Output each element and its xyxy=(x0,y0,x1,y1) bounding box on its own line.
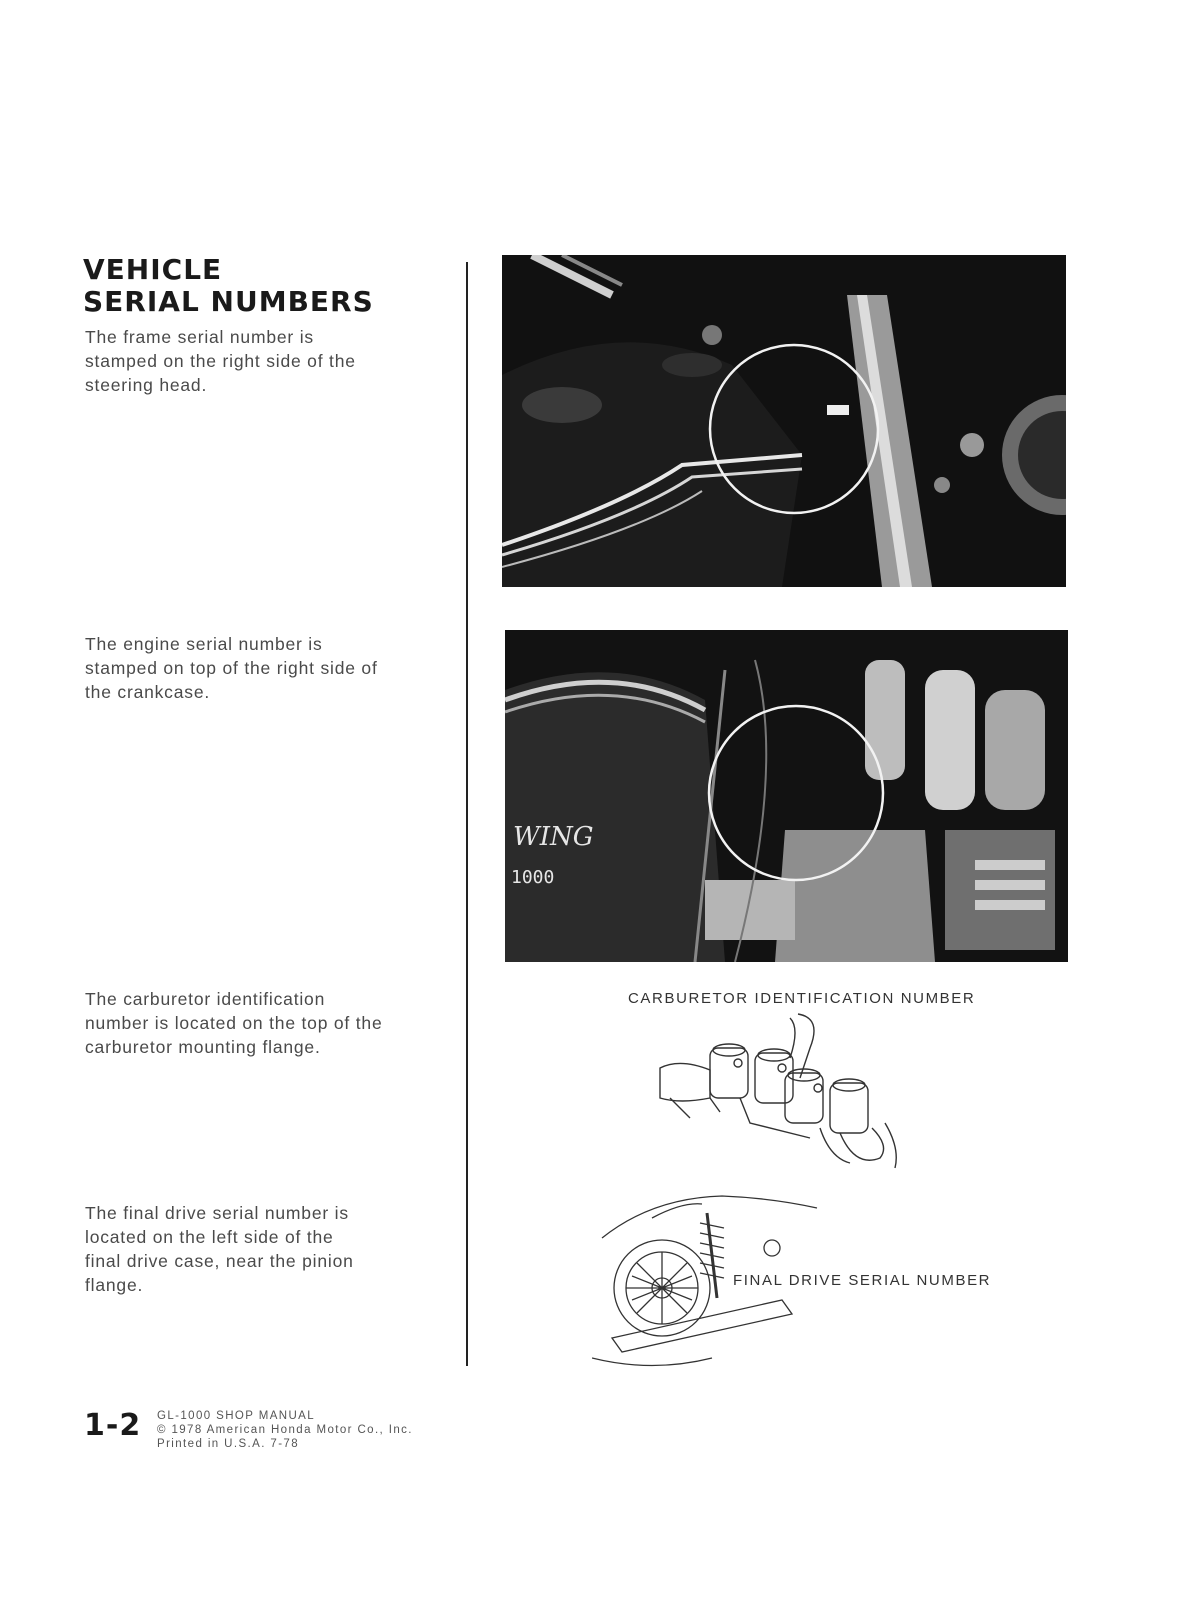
final-drive-caption: FINAL DRIVE SERIAL NUMBER xyxy=(733,1272,992,1289)
page-number: 1-2 xyxy=(84,1408,142,1443)
engine-photo-logo: WING xyxy=(513,822,594,852)
printed-line: Printed in U.S.A. 7-78 xyxy=(157,1438,300,1450)
final-drive-serial-paragraph: The final drive serial number is located on the left side of the final drive case, near the pinion flange. xyxy=(85,1203,354,1295)
copyright-line: © 1978 American Honda Motor Co., Inc. xyxy=(157,1424,413,1436)
engine-photo xyxy=(505,630,1068,962)
frame-serial-paragraph: The frame serial number is stamped on the right side of the steering head. xyxy=(85,327,356,395)
footer-publication-info xyxy=(157,1409,413,1451)
page-title-line-2: SERIAL NUMBERS xyxy=(83,285,374,318)
carburetor-id-paragraph: The carburetor identification number is located on the top of the carburetor mounting flange. xyxy=(85,989,383,1057)
steering-head-photo xyxy=(502,255,1066,587)
page-title xyxy=(83,254,374,318)
manual-title: GL-1000 SHOP MANUAL xyxy=(157,1410,316,1422)
column-divider xyxy=(466,262,468,1366)
carburetor-caption: CARBURETOR IDENTIFICATION NUMBER xyxy=(628,990,976,1007)
page-title-line-1: VEHICLE xyxy=(83,253,223,286)
carburetor-drawing xyxy=(650,1008,910,1183)
engine-serial-paragraph: The engine serial number is stamped on top of the right side of the crankcase. xyxy=(85,634,378,702)
engine-photo-logo-number: 1000 xyxy=(511,867,555,888)
